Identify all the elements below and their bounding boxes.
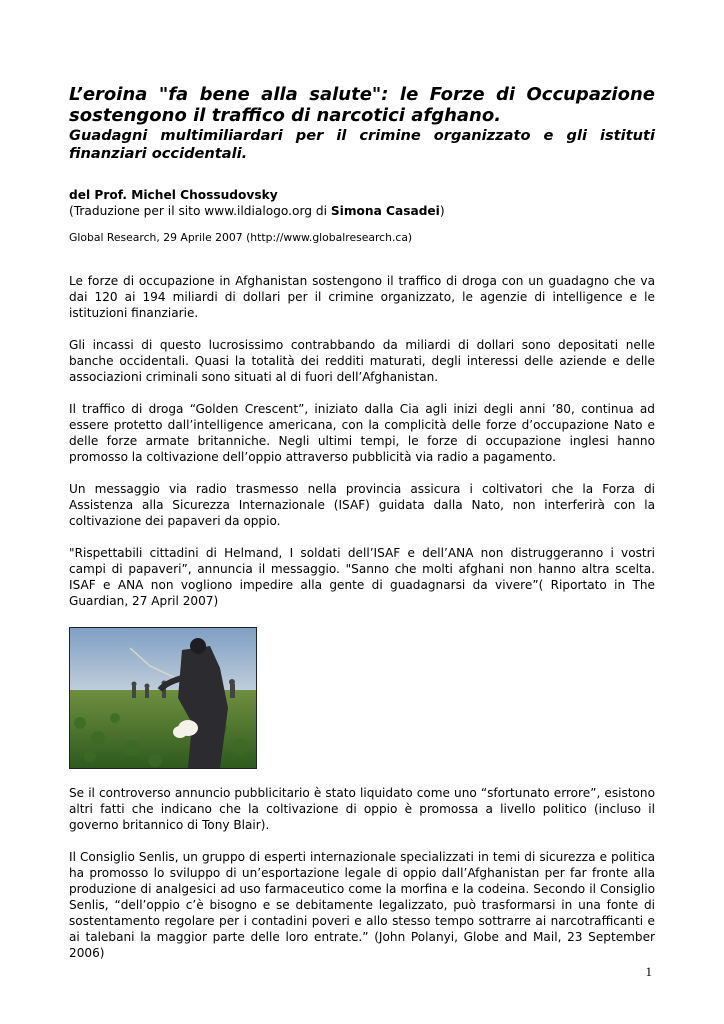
paragraph: "Rispettabili cittadini di Helmand, I soldati dell’ISAF e dell’ANA non distruggeranno i vostri campi di papaveri”, annuncia il messaggio. "Sanno che molti afghani non hanno altra scelta. ISAF e ANA non vogliono impedire alla gente di guadagnarsi da vivere”( Riportato in The Guardian, 27 April 2007)	[69, 546, 655, 608]
paragraph: Se il controverso annuncio pubblicitario è stato liquidato come uno “sfortunato errore”, esistono altri fatti che indicano che la coltivazione di oppio è promossa a livello politico (incluso il governo britannico di Tony Blair).	[69, 786, 655, 832]
document-subtitle: Guadagni multimiliardari per il crimine organizzato e gli istituti finanziari occidentali.	[69, 127, 655, 162]
translation-prefix: (Traduzione per il sito www.ildialogo.org di	[69, 204, 331, 218]
translator-name: Simona Casadei	[330, 204, 440, 218]
source-line: Global Research, 29 Aprile 2007 (http://www.globalresearch.ca)	[69, 231, 413, 244]
document-page	[69, 84, 655, 961]
poppy-field-photo	[69, 627, 257, 769]
author-line: del Prof. Michel Chossudovsky	[69, 188, 278, 202]
document-title: L’eroina "fa bene alla salute": le Forze di Occupazione sostengono il traffico di narcotici afghano.	[69, 84, 655, 126]
paragraph: Il traffico di droga “Golden Crescent”, iniziato dalla Cia agli inizi degli anni ’80, continua ad essere protetto dall’intelligence americana, con la complicità delle forze d’occupazione Nato e delle forze armate britanniche. Negli ultimi tempi, le forze di occupazione inglesi hanno promosso la coltivazione dell’oppio attraverso pubblicità via radio a pagamento.	[69, 402, 655, 464]
translation-credit	[69, 203, 655, 219]
paragraph: Gli incassi di questo lucrosissimo contrabbando da miliardi di dollari sono depositati nelle banche occidentali. Quasi la totalità dei redditi maturati, degli interessi delle aziende e delle associazioni criminali sono situati al di fuori dell’Afghanistan.	[69, 338, 655, 384]
paragraph: Un messaggio via radio trasmesso nella provincia assicura i coltivatori che la Forza di Assistenza alla Sicurezza Internazionale (ISAF) guidata dalla Nato, non interferirà con la coltivazione dei papaveri da oppio.	[69, 482, 655, 528]
page-number: 1	[645, 964, 652, 979]
paragraph: Le forze di occupazione in Afghanistan sostengono il traffico di droga con un guadagno che va dai 120 ai 194 miliardi di dollari per il crimine organizzato, le agenzie di intelligence e le istituzioni finanziarie.	[69, 274, 655, 320]
paragraph: Il Consiglio Senlis, un gruppo di esperti internazionale specializzati in temi di sicurezza e politica ha promosso lo sviluppo di un’esportazione legale di oppio dall’Afghanistan per far fronte alla produzione di analgesici ad uso farmaceutico come la morfina e la codeina. Secondo il Consiglio Senlis, “dell’oppio c’è bisogno e se debitamente legalizzato, può trasformarsi in una fonte di sostentamento regolare per i contadini poveri e allo stesso tempo sottrarre ai narcotrafficanti e ai talebani la maggior parte delle loro entrate.” (John Polanyi, Globe and Mail, 23 September 2006)	[69, 850, 655, 960]
translation-suffix: )	[439, 204, 445, 218]
